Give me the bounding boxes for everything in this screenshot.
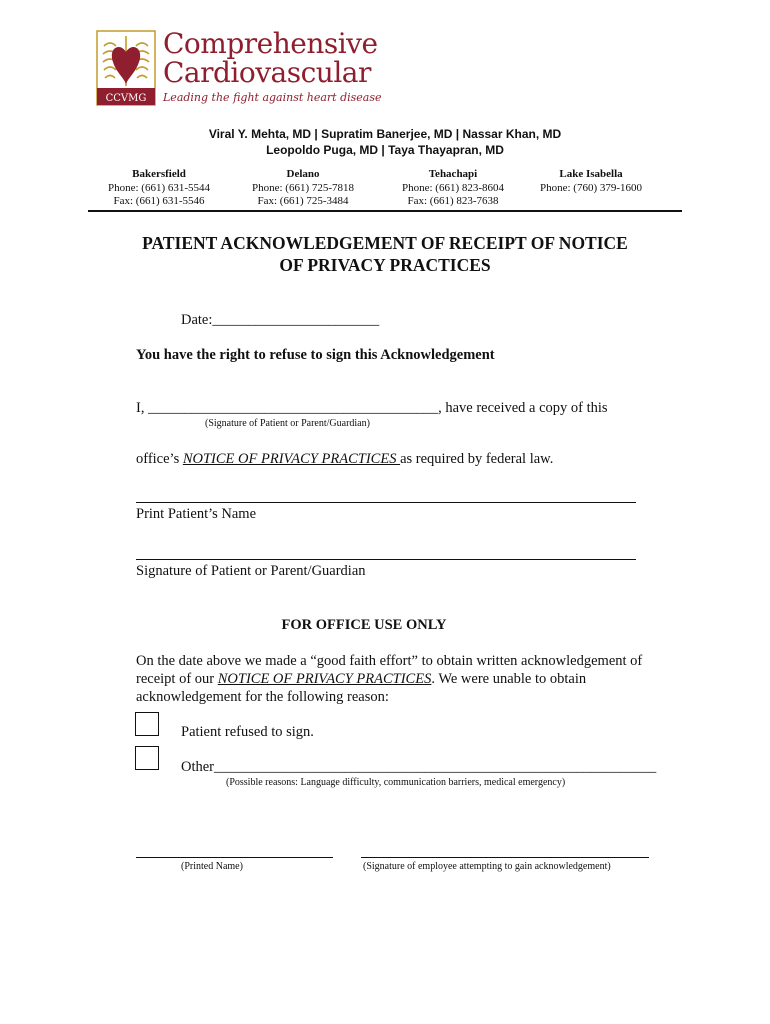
ack-line2-suffix: as required by federal law. (400, 451, 554, 467)
para-line2-prefix: receipt of our (136, 671, 218, 687)
logo-tagline: Leading the fight against heart disease (163, 91, 382, 104)
logo-wordmark-line2: Cardiovascular (163, 56, 371, 89)
office-lake-isabella (528, 168, 654, 195)
office-tehachapi (390, 168, 516, 209)
notice-of-privacy-practices-ref: NOTICE OF PRIVACY PRACTICES (217, 671, 432, 687)
doctors-line-1: Viral Y. Mehta, MD | Supratim Banerjee, MD | Nassar Khan, MD (208, 127, 562, 141)
patient-refused-label: Patient refused to sign. (181, 724, 314, 740)
signature-caption: (Signature of Patient or Parent/Guardian) (205, 418, 370, 429)
other-reason-caption: (Possible reasons: Language difficulty, communication barriers, medical emergency) (226, 777, 566, 788)
title-line-2: OF PRIVACY PRACTICES (279, 255, 491, 275)
title-line-1: PATIENT ACKNOWLEDGEMENT OF RECEIPT OF NOTICE (142, 233, 628, 253)
printed-name-line[interactable] (136, 857, 333, 858)
office-name: Tehachapi (428, 168, 478, 180)
ack-line2-prefix: office’s (136, 451, 183, 467)
office-name: Lake Isabella (559, 168, 623, 180)
office-delano (240, 168, 366, 209)
print-name-label: Print Patient’s Name (136, 506, 257, 522)
employee-signature-line[interactable] (361, 857, 649, 858)
office-use-paragraph-line-2 (136, 670, 586, 688)
logo-emblem (96, 30, 156, 106)
print-name-line[interactable] (136, 502, 636, 503)
printed-name-caption: (Printed Name) (181, 861, 243, 872)
logo-initials: CCVMG (105, 93, 147, 104)
document-title (0, 232, 770, 276)
signature-line[interactable] (136, 559, 636, 560)
other-reason-field[interactable]: Other_____________________________________________________________ (181, 759, 657, 775)
office-phone: Phone: (760) 379-1600 (539, 181, 643, 194)
notice-of-privacy-practices: NOTICE OF PRIVACY PRACTICES (182, 451, 401, 467)
office-use-paragraph-line-1: On the date above we made a “good faith effort” to obtain written acknowledgement of (136, 653, 643, 669)
para-line2-suffix: . We were unable to obtain (431, 671, 587, 687)
office-name: Bakersfield (132, 168, 186, 180)
employee-signature-caption: (Signature of employee attempting to gain acknowledgement) (363, 861, 611, 872)
office-fax: Fax: (661) 823-7638 (407, 195, 499, 207)
right-to-refuse-notice: You have the right to refuse to sign this Acknowledgement (136, 347, 495, 363)
office-phone: Phone: (661) 725-7818 (251, 181, 355, 194)
acknowledgement-line-2 (136, 450, 553, 468)
office-bakersfield (96, 168, 222, 209)
office-name: Delano (286, 168, 320, 180)
header-divider (88, 210, 682, 212)
doctors-line-2: Leopoldo Puga, MD | Taya Thayapran, MD (266, 143, 504, 157)
other-reason-checkbox[interactable] (135, 746, 159, 770)
office-phone: Phone: (661) 823-8604 (401, 181, 505, 194)
office-use-paragraph-line-3: acknowledgement for the following reason: (136, 689, 389, 705)
date-field[interactable]: Date:_______________________ (181, 312, 380, 328)
logo-wordmark-line1: Comprehensive (163, 27, 378, 60)
signature-label: Signature of Patient or Parent/Guardian (136, 563, 366, 579)
office-phone: Phone: (661) 631-5544 (107, 181, 211, 194)
office-use-heading: FOR OFFICE USE ONLY (281, 617, 447, 633)
office-fax: Fax: (661) 631-5546 (113, 195, 205, 207)
acknowledgement-signature-line[interactable]: I, ________________________________________, have received a copy of this (136, 400, 608, 416)
patient-refused-checkbox[interactable] (135, 712, 159, 736)
office-fax: Fax: (661) 725-3484 (257, 195, 349, 207)
